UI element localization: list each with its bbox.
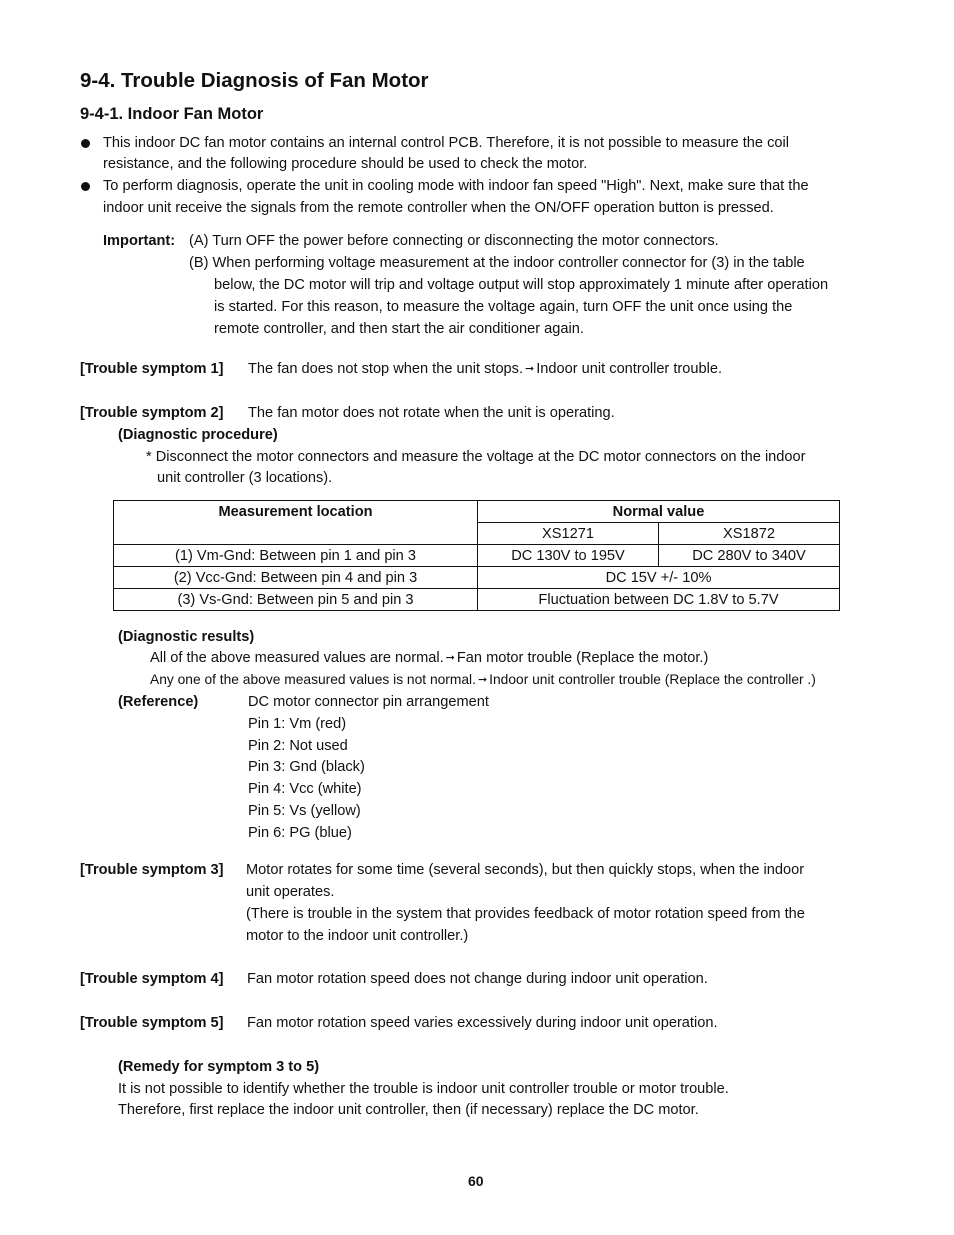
symptom-4-label: [Trouble symptom 4]: [80, 971, 224, 987]
header-xs1271: XS1271: [478, 523, 659, 545]
symptom-3-line-4: motor to the indoor unit controller.): [246, 928, 469, 944]
row-1-xs1271: DC 130V to 195V: [478, 545, 659, 567]
symptom-2-text: The fan motor does not rotate when the unit is operating.: [248, 405, 615, 421]
arrow-right-icon: ➞: [477, 674, 488, 686]
table-row: [114, 567, 840, 589]
symptom-3-line-3: (There is trouble in the system that provides feedback of motor rotation speed from the: [246, 906, 805, 922]
diagnostic-results-heading: (Diagnostic results): [118, 629, 255, 645]
measurement-table: [113, 500, 840, 611]
bullet-dot: [81, 139, 90, 148]
bullet-1-line-1: This indoor DC fan motor contains an internal control PCB. Therefore, it is not possible to measure the coil: [103, 135, 789, 151]
pin-5: Pin 5: Vs (yellow): [248, 803, 361, 819]
bullet-dot: [81, 182, 90, 191]
remedy-heading: (Remedy for symptom 3 to 5): [118, 1059, 320, 1075]
important-a: (A) Turn OFF the power before connecting or disconnecting the motor connectors.: [189, 233, 719, 249]
results-line-1-result: Fan motor trouble (Replace the motor.): [456, 650, 709, 666]
results-line-1: [150, 647, 708, 669]
reference-label: (Reference): [118, 694, 199, 710]
pin-1: Pin 1: Vm (red): [248, 716, 347, 732]
page-title: 9-4. Trouble Diagnosis of Fan Motor: [80, 69, 429, 92]
results-line-2-text: Any one of the above measured values is not normal.: [150, 672, 476, 687]
header-measurement-location: Measurement location: [114, 501, 478, 545]
symptom-3-label: [Trouble symptom 3]: [80, 862, 224, 878]
important-b-line-2: below, the DC motor will trip and voltage output will stop approximately 1 minute after operation: [214, 277, 829, 293]
results-line-1-text: All of the above measured values are normal.: [150, 650, 444, 666]
row-3-location: (3) Vs-Gnd: Between pin 5 and pin 3: [114, 589, 478, 611]
reference-title: DC motor connector pin arrangement: [248, 694, 489, 710]
table-row: [114, 589, 840, 611]
row-1-xs1872: DC 280V to 340V: [659, 545, 840, 567]
row-3-value: Fluctuation between DC 1.8V to 5.7V: [478, 589, 840, 611]
important-b-line-4: remote controller, and then start the air conditioner again.: [214, 321, 584, 337]
pin-4: Pin 4: Vcc (white): [248, 781, 362, 797]
symptom-5-label: [Trouble symptom 5]: [80, 1015, 224, 1031]
pin-6: Pin 6: PG (blue): [248, 825, 352, 841]
results-line-2-result: Indoor unit controller trouble (Replace the controller .): [489, 672, 816, 687]
remedy-line-1: It is not possible to identify whether the trouble is indoor unit controller trouble or motor trouble.: [118, 1081, 729, 1097]
bullet-2-line-2: indoor unit receive the signals from the remote controller when the ON/OFF operation button is pressed.: [103, 200, 774, 216]
symptom-3-line-1: Motor rotates for some time (several seconds), but then quickly stops, when the indoor: [246, 862, 805, 878]
header-normal-value: Normal value: [478, 501, 840, 523]
symptom-2-label: [Trouble symptom 2]: [80, 405, 224, 421]
table-header-row: [114, 501, 840, 523]
important-b-line-3: is started. For this reason, to measure the voltage again, turn OFF the unit once using the: [214, 299, 793, 315]
row-2-location: (2) Vcc-Gnd: Between pin 4 and pin 3: [114, 567, 478, 589]
row-1-location: (1) Vm-Gnd: Between pin 1 and pin 3: [114, 545, 478, 567]
symptom-4-text: Fan motor rotation speed does not change during indoor unit operation.: [247, 971, 708, 987]
symptom-3-line-2: unit operates.: [246, 884, 335, 900]
symptom-5-text: Fan motor rotation speed varies excessively during indoor unit operation.: [247, 1015, 718, 1031]
important-label: Important:: [103, 233, 176, 249]
diagnostic-procedure-heading: (Diagnostic procedure): [118, 427, 278, 443]
symptom-1-result: Indoor unit controller trouble.: [536, 361, 723, 377]
pin-2: Pin 2: Not used: [248, 738, 348, 754]
diagnostic-procedure-line-2: unit controller (3 locations).: [157, 470, 333, 486]
arrow-right-icon: ➞: [525, 363, 535, 375]
page-number: 60: [468, 1173, 484, 1189]
arrow-right-icon: ➞: [445, 652, 455, 664]
row-2-value: DC 15V +/- 10%: [478, 567, 840, 589]
symptom-1-label: [Trouble symptom 1]: [80, 361, 224, 377]
section-subtitle: 9-4-1. Indoor Fan Motor: [80, 105, 264, 123]
bullet-2-line-1: To perform diagnosis, operate the unit in cooling mode with indoor fan speed "High". Next, make sure that the: [103, 178, 809, 194]
diagnostic-procedure-line-1: * Disconnect the motor connectors and measure the voltage at the DC motor connectors on the indoor: [146, 449, 806, 465]
important-b-line-1: (B) When performing voltage measurement at the indoor controller connector for (3) in the table: [189, 255, 805, 271]
pin-3: Pin 3: Gnd (black): [248, 759, 365, 775]
symptom-1-text: [248, 358, 722, 380]
results-line-2: [150, 669, 816, 691]
remedy-line-2: Therefore, first replace the indoor unit controller, then (if necessary) replace the DC motor.: [118, 1102, 699, 1118]
symptom-1-description: The fan does not stop when the unit stops.: [248, 361, 524, 377]
table-row: [114, 545, 840, 567]
bullet-1-line-2: resistance, and the following procedure should be used to check the motor.: [103, 156, 588, 172]
header-xs1872: XS1872: [659, 523, 840, 545]
